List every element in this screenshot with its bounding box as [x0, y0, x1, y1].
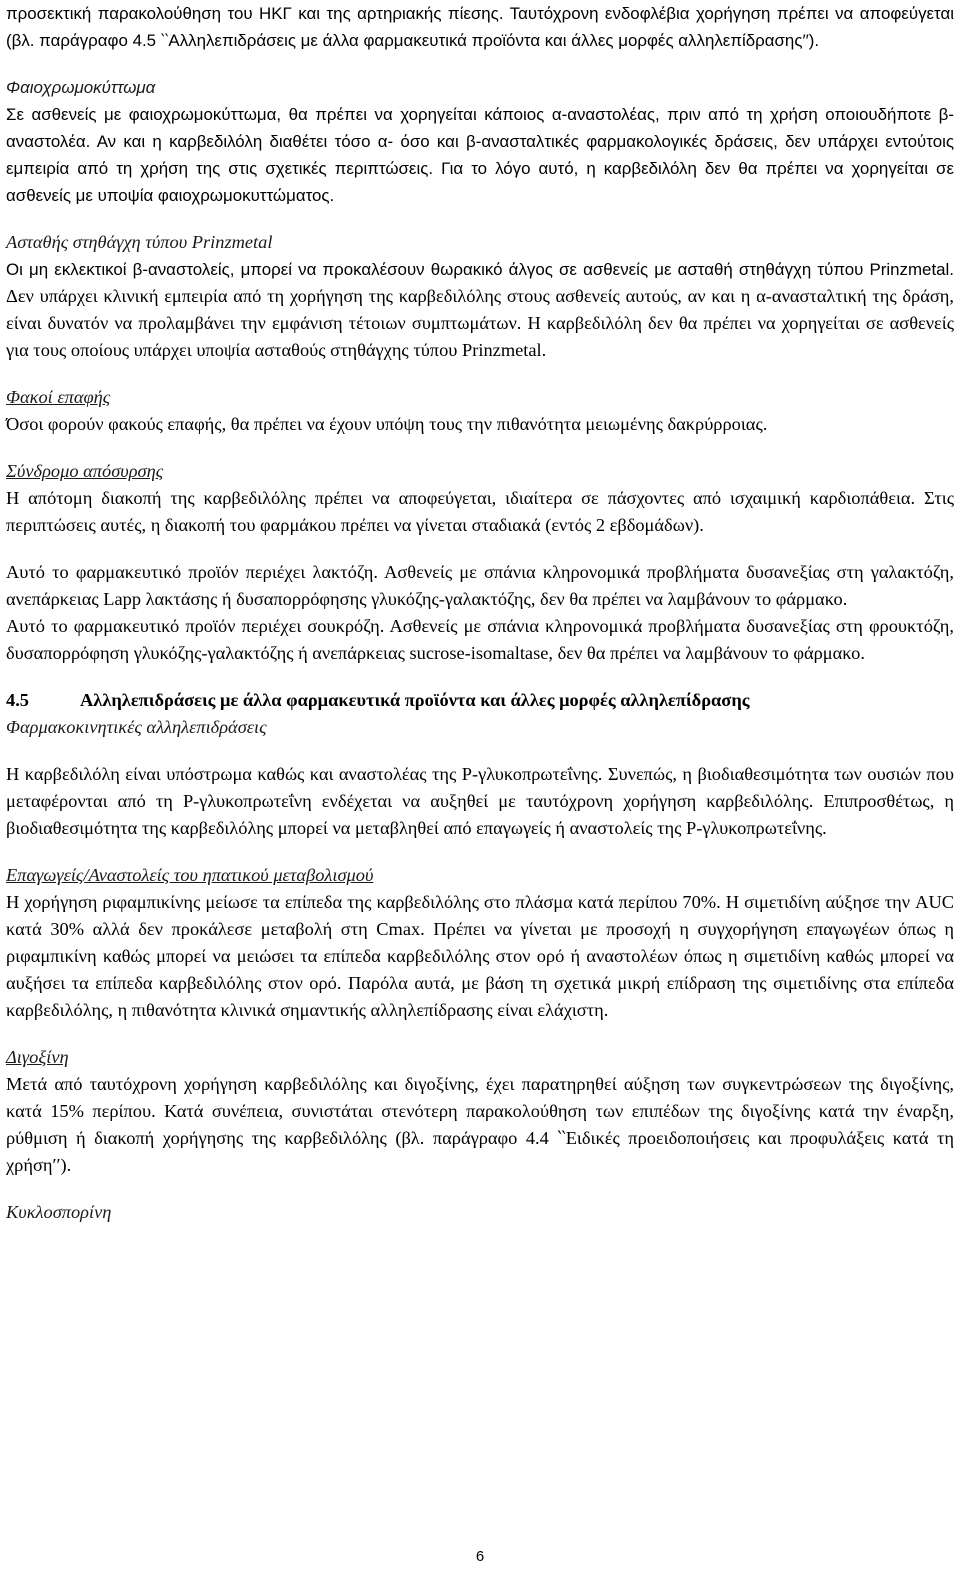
section-number: 4.5	[6, 690, 29, 710]
page-number: 6	[475, 1548, 485, 1565]
digoxin-heading: Διγοξίνη	[6, 1047, 69, 1067]
prinzmetal-paragraph	[6, 256, 954, 364]
liver-metabolism-paragraph: Η χορήγηση ριφαμπικίνης μείωσε τα επίπεδα της καρβεδιλόλης στο πλάσμα κατά περίπου 70%. Η σιμετιδίνη αύξησε την AUC κατά 30% αλλά δεν προκάλεσε μεταβολή στη Cmax. Πρέπει να γίνεται με προσοχή η συγχορήγηση επαγωγέων όπως η ριφαμπικίνη καθώς μπορεί να μειώσει τα επίπεδα καρβεδιλόλης στον ορό ή αναστολέων όπως η σιμετιδίνη καθώς μπορεί να αυξήσει τα επίπεδα καρβεδιλόλης στον ορό. Παρόλα αυτά, με βάση τη σχετικά μικρή επίδραση της σιμετιδίνης στα επίπεδα καρβεδιλόλης, η πιθανότητα κλινικά σημαντικής αλληλεπίδρασης είναι ελάχιστη.	[6, 892, 954, 1020]
document-page	[6, 0, 954, 1226]
withdrawal-paragraph: Η απότομη διακοπή της καρβεδιλόλης πρέπει να αποφεύγεται, ιδιαίτερα σε πάσχοντες από ισχαιμική καρδιοπάθεια. Στις περιπτώσεις αυτές, η διακοπή του φαρμάκου πρέπει να γίνεται σταδιακά (εντός 2 εβδομάδων).	[6, 488, 954, 535]
section-title-text: Αλληλεπιδράσεις με άλλα φαρμακευτικά προϊόντα και άλλες μορφές αλληλεπίδρασης	[80, 690, 750, 710]
pharmacokinetic-subheading: Φαρμακοκινητικές αλληλεπιδράσεις	[6, 717, 267, 737]
prinzmetal-sentence-sans: Οι μη εκλεκτικοί β-αναστολείς, μπορεί να προκαλέσουν θωρακικό άλγος σε ασθενείς με ασταθή στηθάγχη τύπου Prinzmetal.	[6, 260, 954, 279]
pheochromocytoma-paragraph: Σε ασθενείς με φαιοχρωμοκύττωμα, θα πρέπει να χορηγείται κάποιος α-αναστολέας, πριν από τη χρήση οποιουδήποτε β-αναστολέα. Αν και η καρβεδιλόλη διαθέτει τόσο α- όσο και β-ανασταλτικές φαρμακολογικές δράσεις, δεν υπάρχει εντούτοις εμπειρία από τη χρήση της στις σχετικές περιπτώσεις. Για το λόγο αυτό, η καρβεδιλόλη δεν θα πρέπει να χορηγείται σε ασθενείς με υποψία φαιοχρωμοκυττώματος.	[6, 105, 954, 205]
lactose-paragraph: Αυτό το φαρμακευτικό προϊόν περιέχει λακτόζη. Ασθενείς με σπάνια κληρονομικά προβλήματα δυσανεξίας στη γαλακτόζη, ανεπάρκειας Lapp λακτάσης ή δυσαπορρόφησης γλυκόζης-γαλακτόζης, δεν θα πρέπει να λαμβάνουν το φάρμακο.	[6, 562, 954, 609]
intro-paragraph: προσεκτική παρακολούθηση του ΗΚΓ και της αρτηριακής πίεσης. Ταυτόχρονη ενδοφλέβια χορήγηση πρέπει να αποφεύγεται (βλ. παράγραφο 4.5 ‵‵Αλληλεπιδράσεις με άλλα φαρμακευτικά προϊόντα και άλλες μορφές αλληλεπίδρασης′′).	[6, 4, 954, 50]
contact-lenses-paragraph: Όσοι φορούν φακούς επαφής, θα πρέπει να έχουν υπόψη τους την πιθανότητα μειωμένης δακρύρροιας.	[6, 414, 768, 434]
prinzmetal-sentence-serif: Δεν υπάρχει κλινική εμπειρία από τη χορήγηση της καρβεδιλόλης στους ασθενείς αυτούς, αν και η α-ανασταλτική της δράση, είναι δυνατόν να προλαμβάνει την εμφάνιση τέτοιων συμπτωμάτων. Η καρβεδιλόλη δεν θα πρέπει να χορηγείται σε ασθενείς για τους οποίους υπάρχει υποψία ασταθούς στηθάγχης τύπου Prinzmetal.	[6, 286, 954, 360]
liver-metabolism-heading: Επαγωγείς/Αναστολείς του ηπατικού μεταβολισμού	[6, 865, 374, 885]
digoxin-paragraph: Μετά από ταυτόχρονη χορήγηση καρβεδιλόλης και διγοξίνης, έχει παρατηρηθεί αύξηση των συγκεντρώσεων της διγοξίνης, κατά 15% περίπου. Κατά συνέπεια, συνιστάται στενότερη παρακολούθηση των επιπέδων της διγοξίνης κατά την έναρξη, ρύθμιση ή διακοπή χορήγησης της καρβεδιλόλης (βλ. παράγραφο 4.4 ‵‵Ειδικές προειδοποιήσεις και προφυλάξεις κατά τη χρήση′′).	[6, 1074, 954, 1175]
prinzmetal-heading: Ασταθής στηθάγχη τύπου Prinzmetal	[6, 232, 273, 252]
contact-lenses-heading: Φακοί επαφής	[6, 387, 111, 407]
section-4-5-title	[6, 687, 954, 714]
cyclosporin-heading: Κυκλοσπορίνη	[6, 1202, 112, 1222]
withdrawal-heading: Σύνδρομο απόσυρσης	[6, 461, 164, 481]
pheochromocytoma-heading: Φαιοχρωμοκύττωμα	[6, 78, 156, 97]
pharmacokinetic-paragraph: Η καρβεδιλόλη είναι υπόστρωμα καθώς και αναστολέας της P-γλυκοπρωτεΐνης. Συνεπώς, η βιοδιαθεσιμότητα των ουσιών που μεταφέρονται από τη P-γλυκοπρωτεΐνη ενδέχεται να αυξηθεί με ταυτόχρονη χορήγηση καρβεδιλόλης. Επιπροσθέτως, η βιοδιαθεσιμότητα της καρβεδιλόλης μπορεί να μεταβληθεί από επαγωγείς ή αναστολείς της P-γλυκοπρωτεΐνης.	[6, 764, 954, 838]
sucrose-paragraph: Αυτό το φαρμακευτικό προϊόν περιέχει σουκρόζη. Ασθενείς με σπάνια κληρονομικά προβλήματα δυσανεξίας στη φρουκτόζη, δυσαπορρόφηση γλυκόζης-γαλακτόζης ή ανεπάρκειας sucrose-isomaltase, δεν θα πρέπει να λαμβάνουν το φάρμακο.	[6, 616, 954, 663]
